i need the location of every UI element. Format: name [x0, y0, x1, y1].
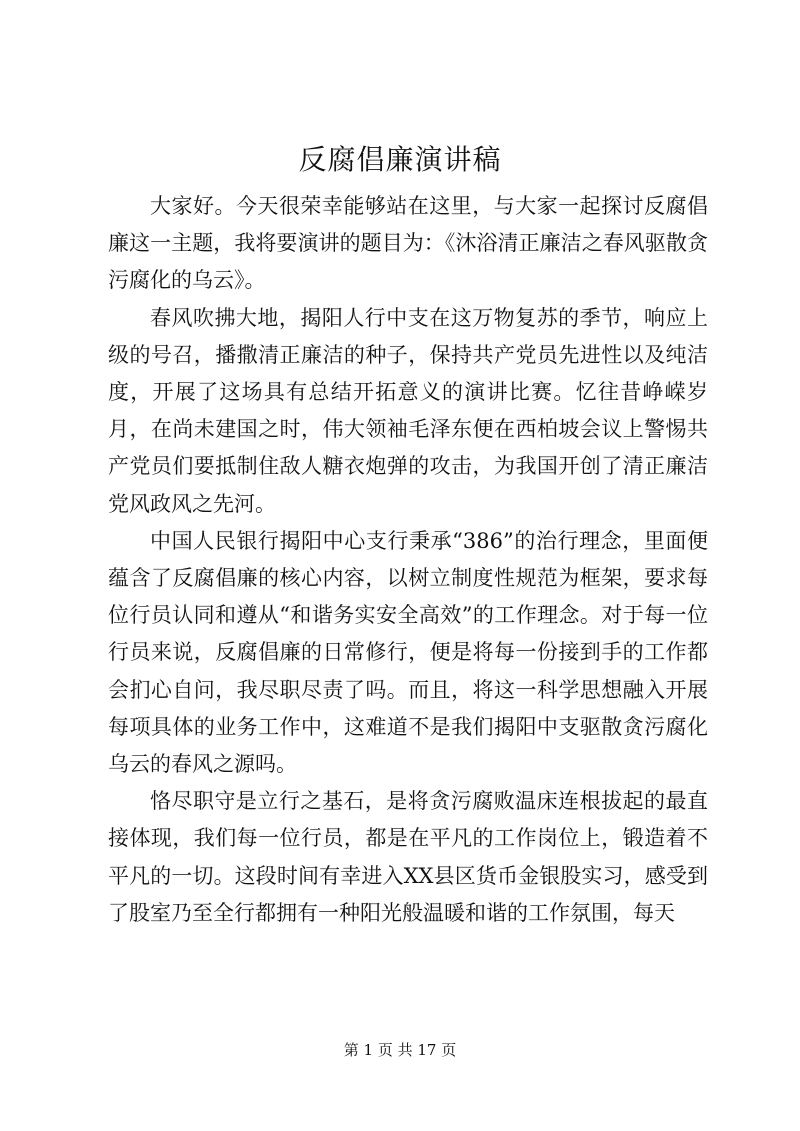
page-number-footer: 第 1 页 共 17 页	[343, 1041, 457, 1059]
document-body	[108, 188, 708, 932]
paragraph-3: 中国人民银行揭阳中心支行秉承“386”的治行理念，里面便蕴含了反腐倡廉的核心内容，以树立制度性规范为框架，要求每位行员认同和遵从“和谐务实安全高效”的工作理念。对于每一位行员来说，反腐倡廉的日常修行，便是将每一份接到手的工作都会扪心自问，我尽职尽责了吗。而且，将这一科学思想融入开展每项具体的业务工作中，这难道不是我们揭阳中支驱散贪污腐化乌云的春风之源吗。	[108, 528, 708, 777]
paragraph-2: 春风吹拂大地，揭阳人行中支在这万物复苏的季节，响应上级的号召，播撒清正廉洁的种子，保持共产党员先进性以及纯洁度，开展了这场具有总结开拓意义的演讲比赛。忆往昔峥嵘岁月，在尚未建国之时，伟大领袖毛泽东便在西柏坡会议上警惕共产党员们要抵制住敌人糖衣炮弹的攻击，为我国开创了清正廉洁党风政风之先河。	[108, 305, 708, 516]
document-title: 反腐倡廉演讲稿	[298, 143, 502, 176]
paragraph-4: 恪尽职守是立行之基石，是将贪污腐败温床连根拔起的最直接体现，我们每一位行员，都是在平凡的工作岗位上，锻造着不平凡的一切。这段时间有幸进入XX县区货币金银股实习，感受到了股室乃至全行都拥有一种阳光般温暖和谐的工作氛围，每天	[108, 789, 708, 925]
paragraph-1: 大家好。今天很荣幸能够站在这里，与大家一起探讨反腐倡廉这一主题，我将要演讲的题目为：《沐浴清正廉洁之春风驱散贪污腐化的乌云》。	[108, 194, 708, 293]
